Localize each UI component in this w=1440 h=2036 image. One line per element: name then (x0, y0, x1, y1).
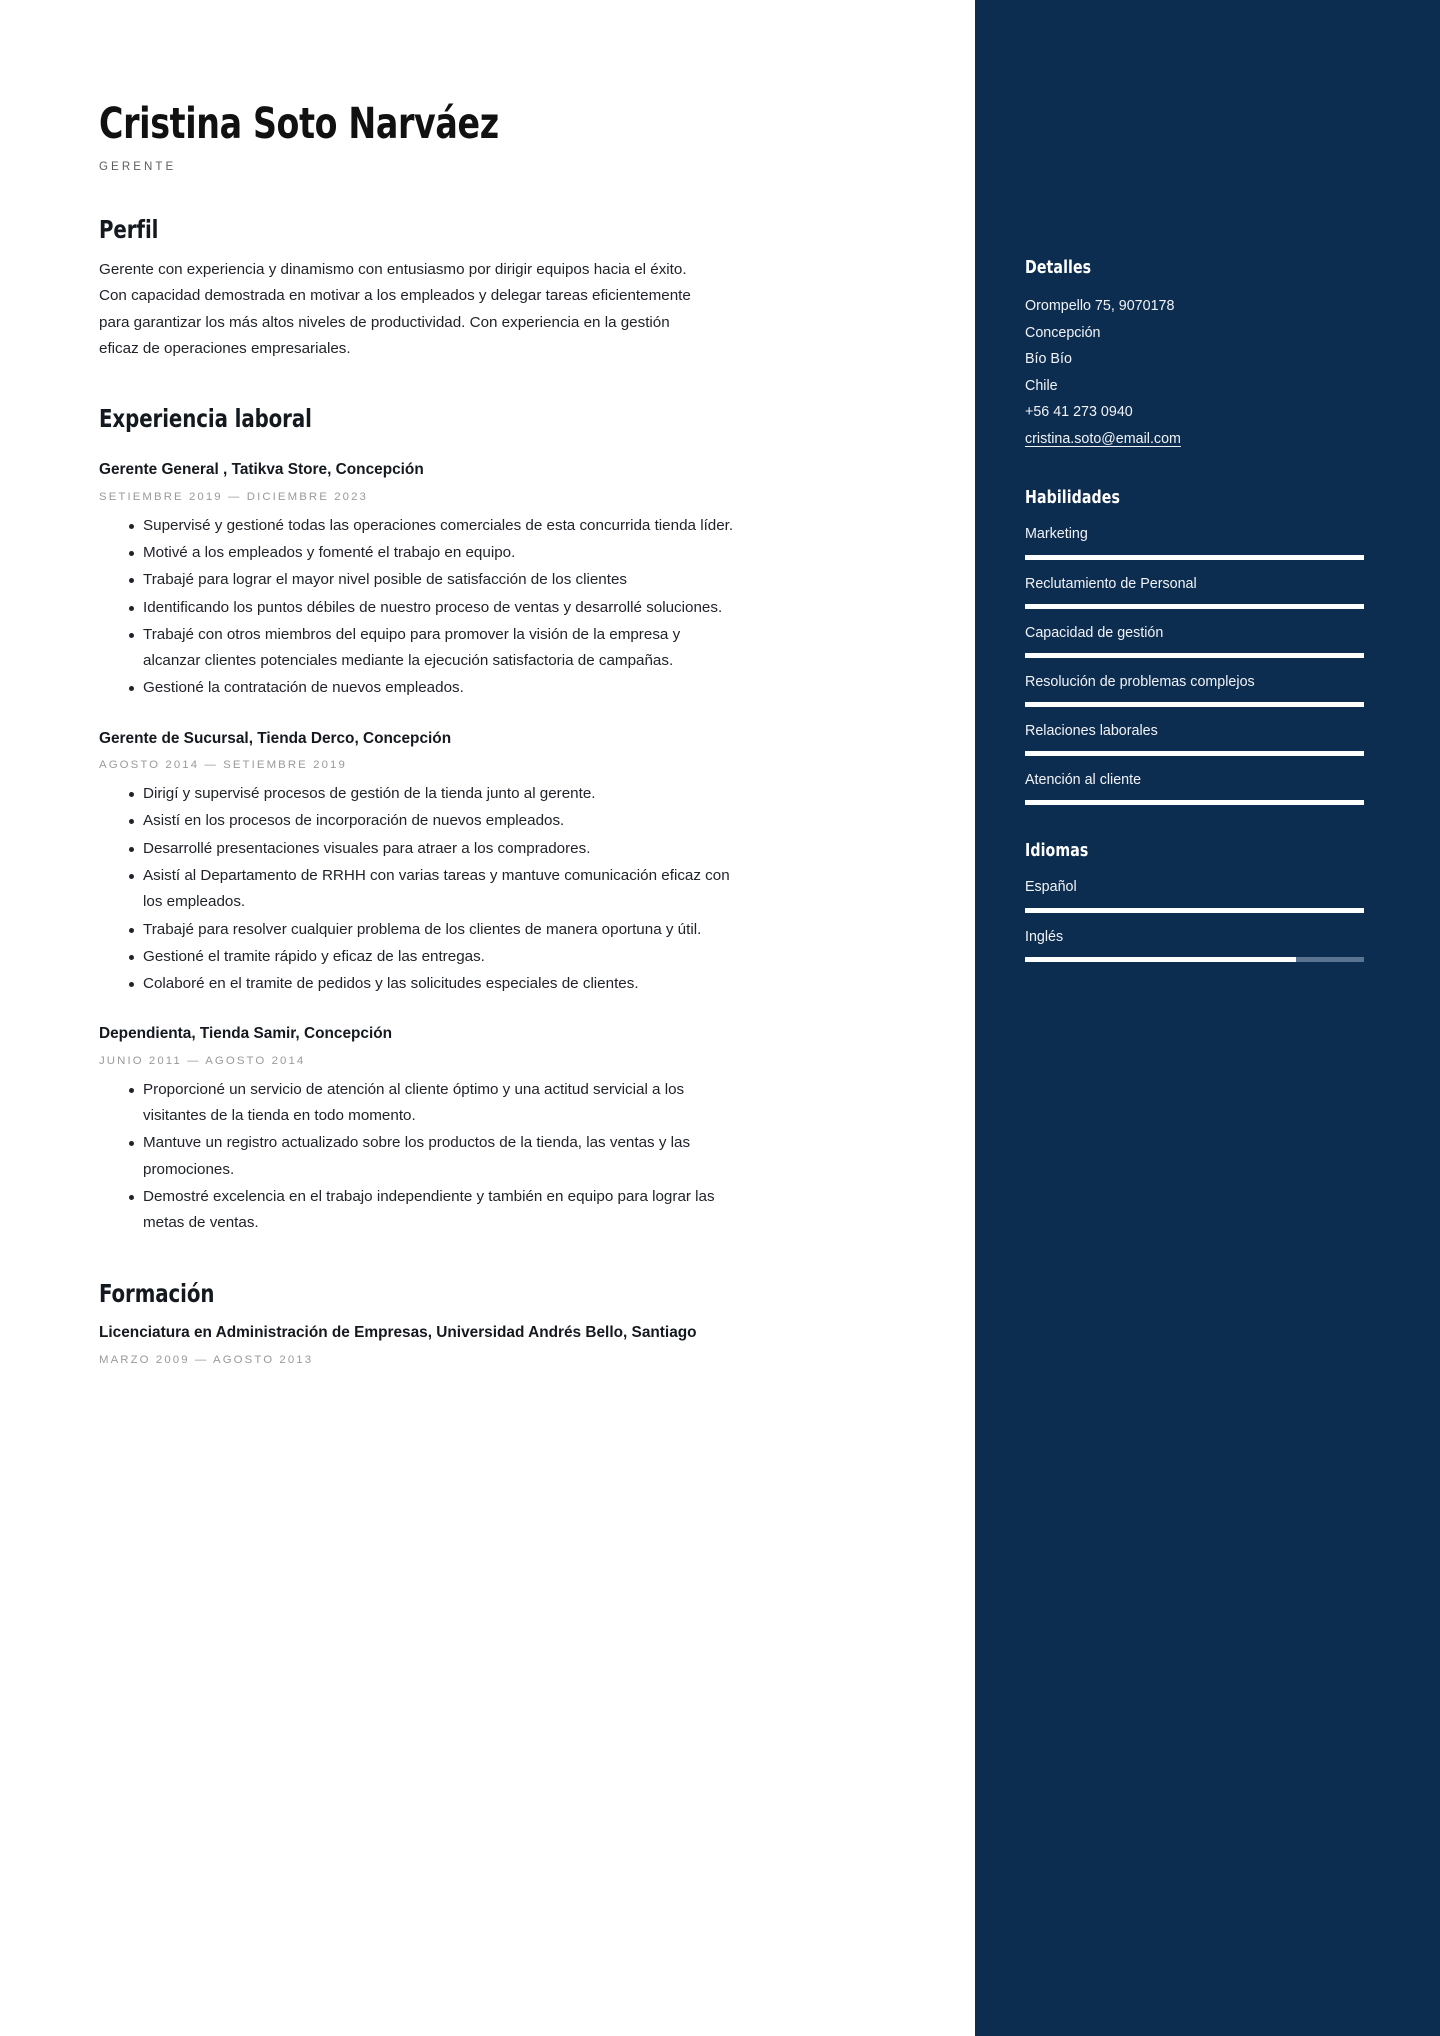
language-label: Español (1025, 879, 1077, 896)
profile-paragraph: Gerente con experiencia y dinamismo con entusiasmo por dirigir equipos hacia el éxito. Con capacidad demostrada en motivar a los empleados y delegar tareas eficientemente para garantizar los más altos niveles de productividad. Con experiencia en la gestión eficaz de operaciones empresariales. (99, 261, 691, 358)
sidebar-heading-languages: Idiomas (1025, 841, 1089, 862)
skill-bar-track (1025, 653, 1364, 658)
detail-email-link[interactable]: cristina.soto@email.com (1025, 430, 1181, 447)
detail-country: Chile (1025, 377, 1058, 394)
job-title: Dependienta, Tienda Samir, Concepción (99, 1025, 393, 1043)
job-dates: JUNIO 2011 — AGOSTO 2014 (99, 1054, 306, 1067)
skill-bar-track (1025, 751, 1364, 756)
sidebar-heading-details: Detalles (1025, 258, 1092, 278)
education-title: Licenciatura en Administración de Empresas, Universidad Andrés Bello, Santiago (99, 1323, 697, 1341)
language-label: Inglés (1025, 928, 1064, 945)
skill-item (1025, 523, 1364, 559)
language-bar-track (1025, 908, 1364, 913)
language-item (1025, 926, 1364, 962)
job-bullet-list (99, 781, 880, 997)
skill-label: Capacidad de gestión (1025, 624, 1164, 641)
skill-label: Reclutamiento de Personal (1025, 575, 1197, 592)
page-title: Cristina Soto Narváez (99, 99, 499, 149)
skill-bar-track (1025, 604, 1364, 609)
list-item: Proporcioné un servicio de atención al cliente óptimo y una actitud servicial a los visitantes de la tienda en todo momento. (99, 1077, 739, 1130)
education-entry (99, 1321, 880, 1366)
list-item: Colaboré en el tramite de pedidos y las solicitudes especiales de clientes. (99, 971, 739, 997)
skill-item (1025, 671, 1364, 707)
list-item: Gestioné el tramite rápido y eficaz de las entregas. (99, 944, 739, 970)
skill-item (1025, 573, 1364, 609)
skill-bar-fill (1025, 653, 1364, 658)
job-dates: AGOSTO 2014 — SETIEMBRE 2019 (99, 759, 347, 772)
skill-bar-fill (1025, 702, 1364, 707)
section-heading-experience: Experiencia laboral (99, 404, 312, 434)
detail-phone: +56 41 273 0940 (1025, 404, 1133, 421)
list-item: Asistí en los procesos de incorporación de nuevos empleados. (99, 808, 739, 834)
list-item: Dirigí y supervisé procesos de gestión de la tienda junto al gerente. (99, 781, 739, 807)
list-item: Desarrollé presentaciones visuales para atraer a los compradores. (99, 836, 739, 862)
job-title: Gerente de Sucursal, Tienda Derco, Concepción (99, 729, 452, 747)
sidebar-section-details (1025, 258, 1364, 452)
language-bar-fill (1025, 908, 1364, 913)
skill-label: Marketing (1025, 526, 1088, 543)
list-item: Supervisé y gestioné todas las operaciones comerciales de esta concurrida tienda líder. (99, 513, 739, 539)
section-heading-profile: Perfil (99, 215, 159, 245)
list-item: Trabajé para lograr el mayor nivel posible de satisfacción de los clientes (99, 567, 739, 593)
education-dates: MARZO 2009 — AGOSTO 2013 (99, 1353, 314, 1366)
job-bullet-list (99, 513, 880, 702)
skill-item (1025, 720, 1364, 756)
detail-address: Orompello 75, 9070178 (1025, 298, 1175, 314)
list-item: Identificando los puntos débiles de nuestro proceso de ventas y desarrollé soluciones. (99, 595, 739, 621)
language-item (1025, 876, 1364, 912)
list-item: Trabajé con otros miembros del equipo para promover la visión de la empresa y alcanzar clientes potenciales mediante la ejecución satisfactoria de campañas. (99, 622, 739, 675)
job-bullet-list (99, 1077, 880, 1237)
skill-bar-track (1025, 702, 1364, 707)
skill-bar-track (1025, 555, 1364, 560)
list-item: Asistí al Departamento de RRHH con varias tareas y mantuve comunicación eficaz con los empleados. (99, 863, 739, 916)
skill-bar-fill (1025, 555, 1364, 560)
job-dates: SETIEMBRE 2019 — DICIEMBRE 2023 (99, 490, 368, 503)
language-bar-fill (1025, 957, 1296, 962)
list-item: Demostré excelencia en el trabajo independiente y también en equipo para lograr las metas de ventas. (99, 1184, 739, 1237)
skill-bar-fill (1025, 751, 1364, 756)
sidebar-heading-skills: Habilidades (1025, 488, 1121, 509)
job-role-subtitle: GERENTE (99, 161, 177, 174)
sidebar-section-skills (1025, 488, 1364, 805)
skill-bar-fill (1025, 604, 1364, 609)
skill-label: Resolución de problemas complejos (1025, 673, 1255, 690)
list-item: Mantuve un registro actualizado sobre los productos de la tienda, las ventas y las promociones. (99, 1130, 739, 1183)
list-item: Gestioné la contratación de nuevos empleados. (99, 675, 739, 701)
experience-entry (99, 728, 880, 998)
skill-label: Relaciones laborales (1025, 723, 1158, 740)
skill-bar-fill (1025, 800, 1364, 805)
job-title: Gerente General , Tatikva Store, Concepción (99, 461, 424, 479)
experience-entry (99, 1023, 880, 1236)
language-bar-track (1025, 957, 1364, 962)
skill-label: Atención al cliente (1025, 772, 1142, 789)
list-item: Trabajé para resolver cualquier problema de los clientes de manera oportuna y útil. (99, 917, 739, 943)
list-item: Motivé a los empleados y fomenté el trabajo en equipo. (99, 540, 739, 566)
section-heading-education: Formación (99, 1278, 215, 1308)
skill-item (1025, 622, 1364, 658)
detail-city: Concepción (1025, 324, 1101, 341)
skill-bar-track (1025, 800, 1364, 805)
experience-entry (99, 459, 880, 701)
sidebar-section-languages (1025, 841, 1364, 961)
sidebar (975, 0, 1440, 2036)
detail-region: Bío Bío (1025, 351, 1072, 368)
skill-item (1025, 769, 1364, 805)
